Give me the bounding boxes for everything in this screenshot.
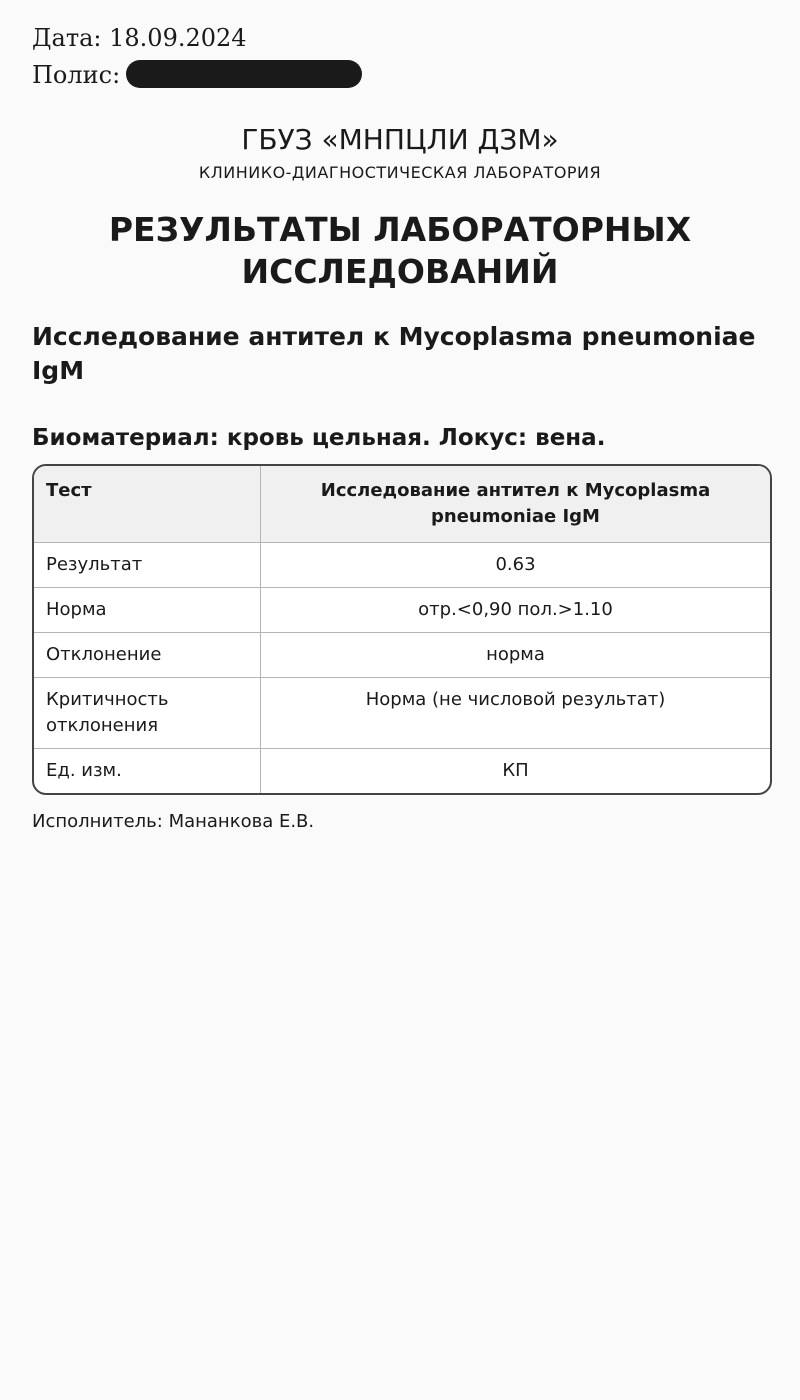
row-label: Норма: [34, 588, 261, 633]
policy-label: Полис:: [32, 61, 121, 89]
document-title: РЕЗУЛЬТАТЫ ЛАБОРАТОРНЫХ ИССЛЕДОВАНИЙ: [108, 210, 692, 291]
row-label: Отклонение: [34, 633, 261, 678]
row-label: Критичность отклонения: [34, 678, 261, 749]
biomaterial: Биоматериал: кровь цельная. Локус: вена.: [32, 425, 606, 451]
organization-department: КЛИНИКО-ДИАГНОСТИЧЕСКАЯ ЛАБОРАТОРИЯ: [198, 163, 602, 182]
date-value: 18.09.2024: [109, 24, 247, 52]
executor: Исполнитель: Мананкова Е.В.: [32, 811, 315, 832]
row-label: Ед. изм.: [34, 749, 261, 793]
table-row-norm: [34, 588, 770, 633]
row-value: КП: [502, 760, 529, 781]
table-row-test: [34, 466, 770, 543]
row-value: 0.63: [261, 543, 770, 588]
study-name: Исследование антител к Mycoplasma pneumoniae IgM: [32, 322, 756, 385]
date-line: [32, 23, 247, 53]
table-row-result: [34, 543, 770, 588]
policy-redaction: [126, 60, 362, 88]
row-label: Тест: [34, 466, 261, 543]
policy-line: [32, 60, 362, 91]
row-label: Результат: [34, 543, 261, 588]
row-value: Норма (не числовой результат): [261, 678, 770, 749]
table-row-deviation: [34, 633, 770, 678]
results-table: [32, 464, 772, 795]
date-label: Дата:: [32, 24, 102, 52]
row-value: отр.<0,90 пол.>1.10: [261, 588, 770, 633]
row-value: Исследование антител к Mycoplasma pneumoniae IgM: [261, 466, 770, 543]
table-row-unit: [34, 749, 770, 793]
row-value: норма: [261, 633, 770, 678]
organization-name: ГБУЗ «МНПЦЛИ ДЗМ»: [241, 123, 559, 156]
table-row-criticality: [34, 678, 770, 749]
